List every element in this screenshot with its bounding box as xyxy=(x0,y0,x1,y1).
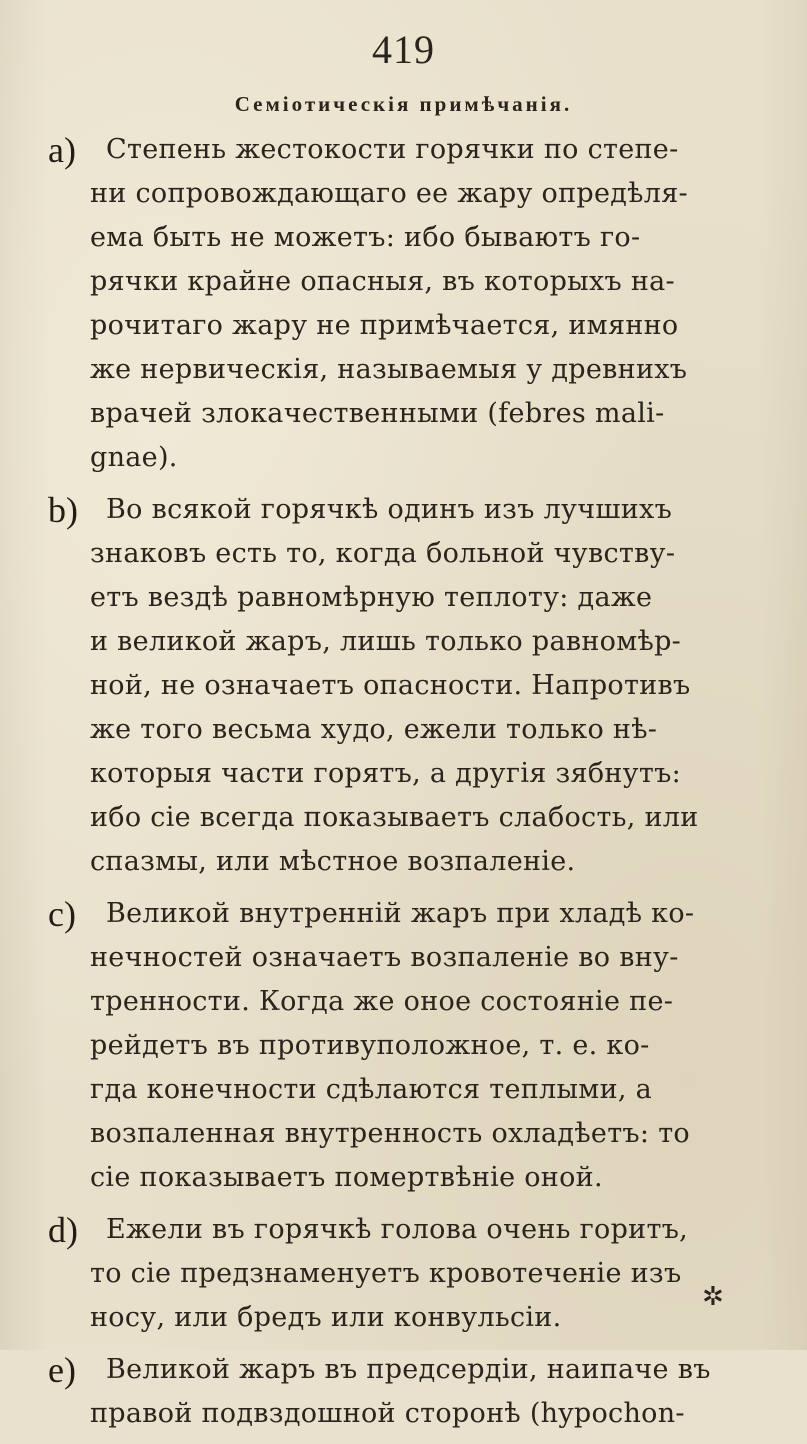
text-line: которыя части горятъ, а другія зябнутъ: xyxy=(90,758,681,789)
entry-label: b) xyxy=(48,490,78,530)
text-line: нечностей означаетъ возпаленіе во вну- xyxy=(90,942,679,973)
text-line: носу, или бредъ или конвульсіи. xyxy=(90,1302,562,1333)
note-entries xyxy=(0,128,807,1444)
text-line: врачей злокачественными (febres mali- xyxy=(90,398,665,429)
text-line: Во всякой горячкѣ одинъ изъ лучшихъ xyxy=(106,494,673,525)
text-line: гда конечности сдѣлаются теплыми, а xyxy=(90,1074,653,1105)
entry-label: a) xyxy=(48,130,76,170)
text-line: ема быть не можетъ: ибо бываютъ го- xyxy=(90,222,641,253)
entry-label: d) xyxy=(48,1210,78,1250)
text-line: знаковъ есть то, когда больной чувству- xyxy=(90,538,676,569)
text-line: Ежели въ горячкѣ голова очень горитъ, xyxy=(106,1214,689,1245)
text-line: ибо сіе всегда показываетъ слабость, или xyxy=(90,802,699,833)
text-line: ной, не означаетъ опасности. Напротивъ xyxy=(90,670,691,701)
note-entry-a xyxy=(0,128,807,480)
note-entry-d xyxy=(0,1208,807,1340)
text-line: Великой жаръ въ предсердіи, наипаче въ xyxy=(106,1354,711,1385)
text-line: и великой жаръ, лишь только равномѣр- xyxy=(90,626,682,657)
text-line: рячки крайне опасныя, въ которыхъ на- xyxy=(90,266,675,297)
text-line: правой подвздошной сторонѣ (hypochon- xyxy=(90,1398,685,1429)
text-line: ни сопровождающаго ее жару опредѣля- xyxy=(90,178,688,209)
entry-label: c) xyxy=(48,894,76,934)
text-line: Степень жестокости горячки по степе- xyxy=(106,134,679,165)
text-line: же нервическія, называемыя у древнихъ xyxy=(90,354,688,385)
entry-label: e) xyxy=(48,1350,76,1390)
text-line: Великой внутренній жаръ при хладѣ ко- xyxy=(106,898,695,929)
text-line: gnae). xyxy=(90,442,178,473)
text-line: сіе показываетъ помертвѣніе оной. xyxy=(90,1162,603,1193)
running-head: Семіотическія примѣчанія. xyxy=(234,92,573,116)
text-line: етъ вездѣ равномѣрную теплоту: даже xyxy=(90,582,653,613)
page-number: 419 xyxy=(372,27,435,72)
text-line: рейдетъ въ противуположное, т. е. ко- xyxy=(90,1030,650,1061)
note-entry-e xyxy=(0,1348,807,1436)
text-line: то сіе предзнаменуетъ кровотеченіе изъ xyxy=(90,1258,682,1289)
text-line: рочитаго жару не примѣчается, имянно xyxy=(90,310,679,341)
text-line: тренности. Когда же оное состояніе пе- xyxy=(90,986,674,1017)
asterisk-footnote-icon: ✲ xyxy=(702,1282,724,1312)
text-line: же того весьма худо, ежели только нѣ- xyxy=(90,714,658,745)
text-line: возпаленная внутренность охладѣетъ: то xyxy=(90,1118,690,1149)
note-entry-b xyxy=(0,488,807,884)
text-line: спазмы, или мѣстное возпаленіе. xyxy=(90,846,576,877)
note-entry-c xyxy=(0,892,807,1200)
